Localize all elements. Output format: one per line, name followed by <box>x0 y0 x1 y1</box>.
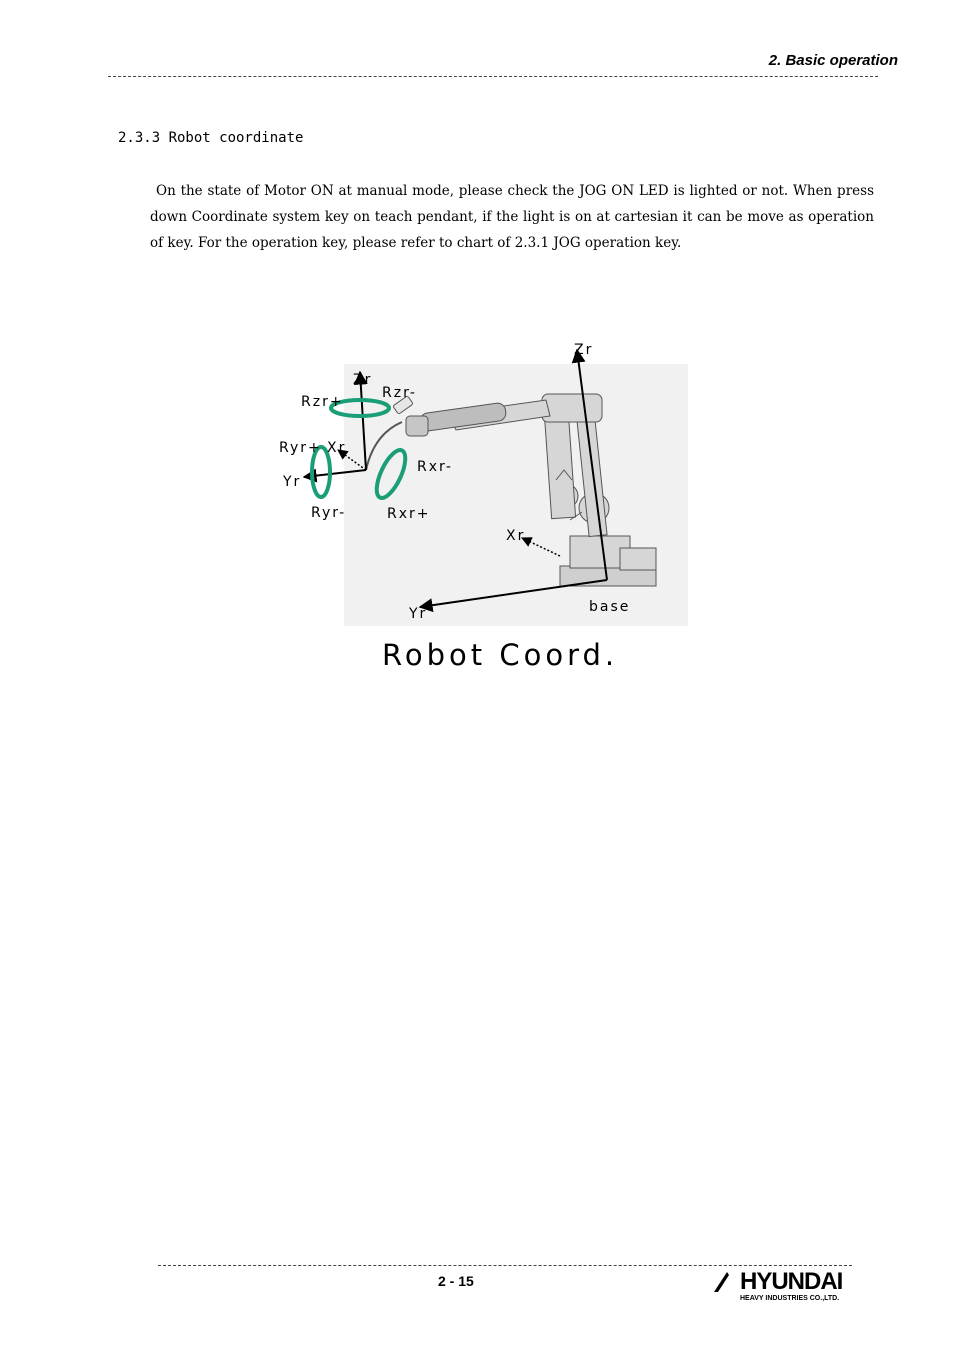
label-rxr-plus: Rxr+ <box>387 506 431 522</box>
label-rzr-plus: Rzr+ <box>301 394 344 410</box>
figure-caption: Robot Coord. <box>382 638 619 672</box>
logo-name: HYUNDAI <box>740 1268 843 1295</box>
label-xr-tool: Xr <box>327 440 347 456</box>
header-divider <box>108 76 878 77</box>
hyundai-logo <box>712 1270 854 1306</box>
running-header: 2. Basic operation <box>768 52 898 69</box>
robot-coordinate-figure <box>270 330 710 630</box>
label-base: base <box>589 599 631 615</box>
label-ryr-minus: Ryr- <box>311 505 347 521</box>
label-rzr-minus: Rzr- <box>382 385 417 401</box>
triangle-logo-icon <box>712 1270 740 1294</box>
label-zr-base: Zr <box>574 342 594 358</box>
section-title: 2.3.3 Robot coordinate <box>118 130 304 146</box>
label-ryr-plus: Ryr+ <box>279 440 322 456</box>
label-rxr-minus: Rxr- <box>417 459 453 475</box>
label-yr-base: Yr <box>409 606 428 622</box>
robot-photo-backdrop <box>344 364 688 626</box>
footer-divider <box>158 1265 852 1266</box>
logo-subtitle: HEAVY INDUSTRIES CO.,LTD. <box>740 1295 840 1302</box>
page-number: 2 - 15 <box>438 1273 474 1289</box>
label-yr-tool: Yr <box>283 474 302 490</box>
label-zr-tool: Zr <box>353 372 373 388</box>
body-paragraph: On the state of Motor ON at manual mode, please check the JOG ON LED is lighted or not. When press down Coordinate system key on teach pendant, if the light is on at cartesian it can be move as operation of key. For the operation key, please refer to chart of 2.3.1 JOG operation key. <box>150 183 874 251</box>
label-xr-base: Xr <box>506 528 526 544</box>
